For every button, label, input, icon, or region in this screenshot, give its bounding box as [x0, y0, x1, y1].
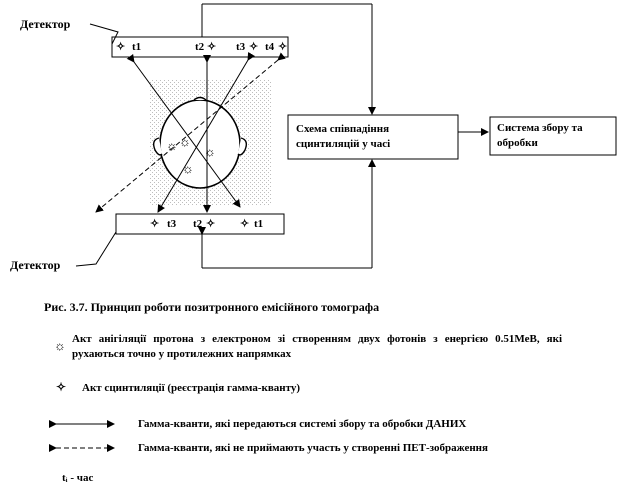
bottom-time-label: t2: [193, 218, 203, 230]
bottom-time-label: t1: [254, 218, 264, 230]
annihilation-icon: ☼: [166, 138, 178, 153]
coincidence-box-label: Схема співпадіння сцинтиляцій у часі: [296, 123, 391, 150]
top-detector-leader: [90, 24, 118, 44]
acquisition-box-label: Система збору та обробки: [497, 122, 583, 149]
figure-caption: Рис. 3.7. Принцип роботи позитронного емісійного томографа: [44, 300, 380, 314]
annihilation-icon: ☼: [204, 144, 216, 159]
top-detector-label: Детектор: [20, 17, 71, 31]
scintillation-icon: ✧: [116, 41, 126, 53]
scintillation-icon: ✧: [150, 218, 160, 230]
legend-scintillation-icon: ✧: [56, 380, 67, 394]
legend-annihilation-icon: ☼: [54, 338, 66, 353]
legend-time-note: tᵢ - час: [62, 472, 94, 484]
legend-annihilation-text: Акт анігіляції протона з електроном зі створенням двух фотонів з енергією 0.51МеВ, які рухаються точно у протилежних напрямках: [72, 333, 562, 360]
scintillation-icon: ✧: [249, 41, 259, 53]
annihilation-icon: ☼: [182, 161, 194, 176]
top-time-label: t1: [132, 41, 142, 53]
scintillation-icon: ✧: [206, 218, 216, 230]
scintillation-icon: ✧: [278, 41, 288, 53]
annihilation-icon: ☼: [179, 134, 191, 149]
legend-solid-arrow-text: Гамма-кванти, які передаються системі збору та обробки ДАНИХ: [138, 418, 467, 430]
top-time-label: t3: [236, 41, 246, 53]
legend-dashed-arrow-text: Гамма-кванти, які не приймають участь у створенні ПЕТ-зображення: [138, 442, 488, 454]
legend-scintillation-text: Акт сцинтиляції (реєстрація гамма-кванту): [82, 382, 301, 394]
bottom-time-label: t3: [167, 218, 177, 230]
scintillation-icon: ✧: [207, 41, 217, 53]
scintillation-icon: ✧: [240, 218, 250, 230]
bottom-detector-label: Детектор: [10, 258, 61, 272]
top-time-label: t2: [195, 41, 205, 53]
bottom-detector-leader: [76, 232, 116, 266]
top-time-label: t4: [265, 41, 275, 53]
